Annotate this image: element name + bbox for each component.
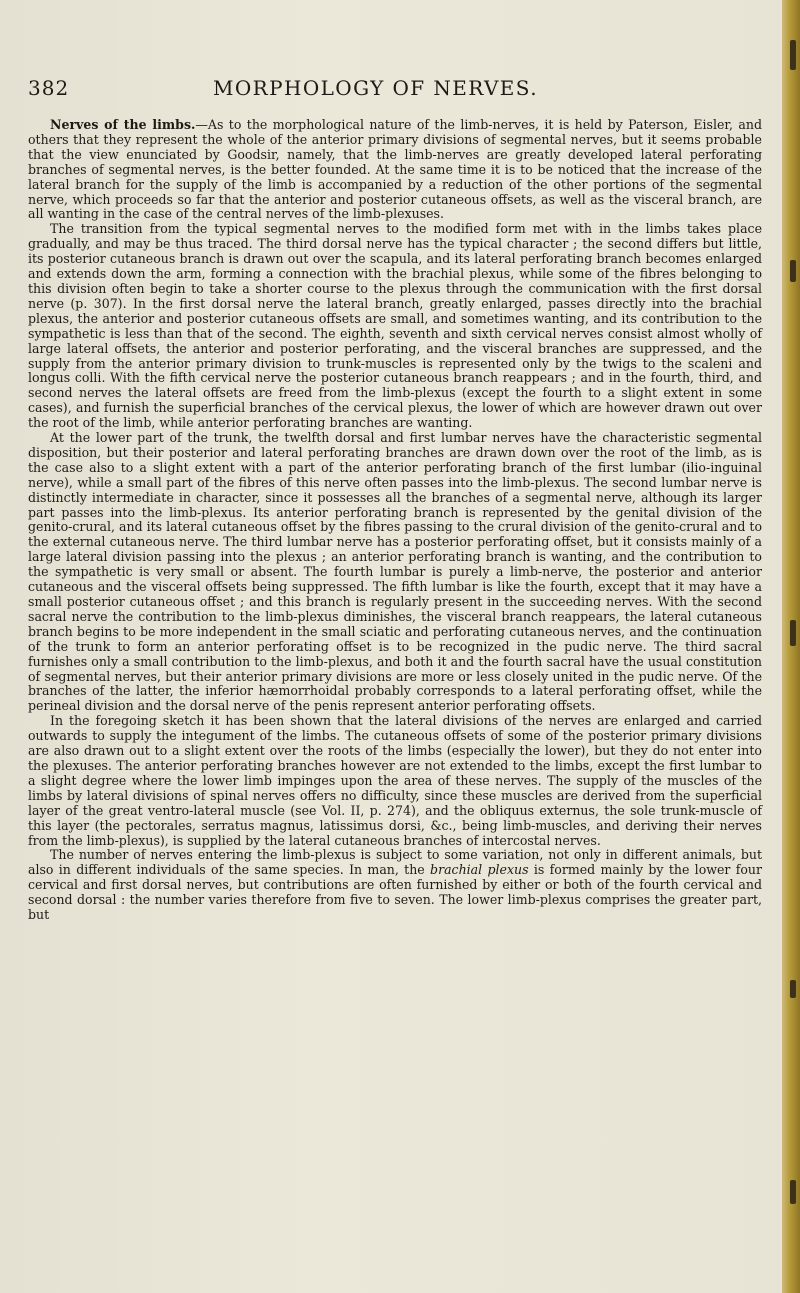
- running-title: MORPHOLOGY OF NERVES.: [213, 76, 538, 100]
- spine-mark: [790, 260, 796, 282]
- italic-term: brachial plexus: [430, 862, 529, 878]
- paragraph-text: —As to the morphological nature of the limb-nerves, it is held by Paterson, Eisler, and others that they represent the whole of the anterior primary divisions of segmental nerves, but it seems probable that the view enunciated by Goodsir, namely, that the limb-nerves are greatly developed lateral perforating branches of segmental nerves, is the better founded. At the same time it is to be noticed that the increase of the lateral branch for the supply of the limb is accompanied by a reduction of the other portions of the segmental nerve, which proceeds so far that the anterior and posterior cutaneous offsets, as well as the visceral branch, are all wanting in the case of the central nerves of the limb-plexuses.: [28, 117, 762, 222]
- paragraph-lower-trunk: [28, 431, 762, 714]
- spine-mark: [790, 620, 796, 646]
- paragraph-foregoing-sketch: [28, 714, 762, 848]
- paragraph-nerves-of-limbs: [28, 118, 762, 222]
- spine-mark: [790, 40, 796, 70]
- paragraph-text: is formed mainly by the lower four cervical and first dorsal nerves, but contributions are often furnished by either or both of the fourth cervical and second dorsal : the number varies therefore from five to seven. The lower limb-plexus comprises the greater part, but: [28, 862, 762, 923]
- page-number: 382: [28, 76, 70, 100]
- paragraph-text: The transition from the typical segmental nerves to the modified form met with in the limbs takes place gradually, and may be thus traced. The third dorsal nerve has the typical character ; the second differs but little, its posterior cutaneous branch is drawn out over the scapula, and its lateral perforating branch becomes enlarged and extends down the arm, forming a connection with the brachial plexus, while some of the fibres belonging to this division often begin to take a shorter course to the plexus through the communication with the first dorsal nerve (p. 307). In the first dorsal nerve the lateral branch, greatly enlarged, passes directly into the brachial plexus, the anterior and posterior cutaneous offsets are small, and sometimes wanting, and its contribution to the sympathetic is less than that of the second. The eighth, seventh and sixth cervical nerves consist almost wholly of large lateral offsets, the anterior and posterior perforating, and the visceral branches are suppressed, and the supply from the anterior primary division to trunk-muscles is represented only by the twigs to the scaleni and longus colli. With the fifth cervical nerve the posterior cutaneous branch reappears ; and in the fourth, third, and second nerves the lateral offsets are freed from the limb-plexus (except the fourth to a slight extent in some cases), and furnish the superficial branches of the cervical plexus, the lower of which are however drawn out over the root of the limb, while anterior perforating branches are wanting.: [28, 221, 762, 431]
- body-text: [28, 118, 762, 923]
- paragraph-text: The number of nerves entering the limb-plexus is subject to some variation, not only in different animals, but also in different individuals of the same species. In man, the: [28, 847, 762, 878]
- spine-mark: [790, 1180, 796, 1204]
- spine-mark: [790, 980, 796, 998]
- paragraph-text: In the foregoing sketch it has been shown that the lateral divisions of the nerves are enlarged and carried outwards to supply the integument of the limbs. The cutaneous offsets of some of the posterior primary divisions are also drawn out to a slight extent over the roots of the limbs (especially the lower), but they do not enter into the plexuses. The anterior perforating branches however are not extended to the limbs, except the first lumbar to a slight degree where the lower limb impinges upon the area of these nerves. The supply of the muscles of the limbs by lateral divisions of spinal nerves offers no difficulty, since these muscles are derived from the superficial layer of the great ventro-lateral muscle (see Vol. II, p. 274), and the obliquus externus, the sole trunk-muscle of this layer (the pectorales, serratus magnus, latissimus dorsi, &c., being limb-muscles, and deriving their nerves from the limb-plexus), is supplied by the lateral cutaneous branches of intercostal nerves.: [28, 713, 762, 848]
- section-heading: Nerves of the limbs.: [50, 117, 196, 132]
- paragraph-transition: [28, 222, 762, 431]
- book-spine-edge: [782, 0, 800, 1293]
- paragraph-number-of-nerves: [28, 848, 762, 923]
- paragraph-text: At the lower part of the trunk, the twelfth dorsal and first lumbar nerves have the characteristic segmental disposition, but their posterior and lateral perforating branches are drawn down over the root of the limb, as is the case also to a slight extent with a part of the anterior perforating branch of the first lumbar (ilio-inguinal nerve), while a small part of the fibres of this nerve often passes into the limb-plexus. The second lumbar nerve is distinctly intermediate in character, since it possesses all the branches of a segmental nerve, although its larger part passes into the limb-plexus. Its anterior perforating branch is represented by the genital division of the genito-crural, and its lateral cutaneous offset by the fibres passing to the crural division of the genito-crural and to the external cutaneous nerve. The third lumbar nerve has a posterior perforating offset, but it consists mainly of a large lateral division passing into the plexus ; an anterior perforating branch is wanting, and the contribution to the sympathetic is very small or absent. The fourth lumbar is purely a limb-nerve, the posterior and anterior cutaneous and the visceral offsets being suppressed. The fifth lumbar is like the fourth, except that it may have a small posterior cutaneous offset ; and this branch is regularly present in the succeeding nerves. With the second sacral nerve the contribution to the limb-plexus diminishes, the visceral branch reappears, the lateral cutaneous branch begins to be more independent in the small sciatic and perforating cutaneous nerves, and the continuation of the trunk to form an anterior perforating offset is to be recognized in the pudic nerve. The third sacral furnishes only a small contribution to the limb-plexus, and both it and the fourth sacral have the usual constitution of segmental nerves, but their anterior primary divisions are more or less closely united in the pudic nerve. Of the branches of the latter, the inferior hæmorrhoidal probably corresponds to a lateral perforating offset, while the perineal division and the dorsal nerve of the penis represent anterior perforating offsets.: [28, 430, 762, 714]
- page-header: [28, 76, 768, 102]
